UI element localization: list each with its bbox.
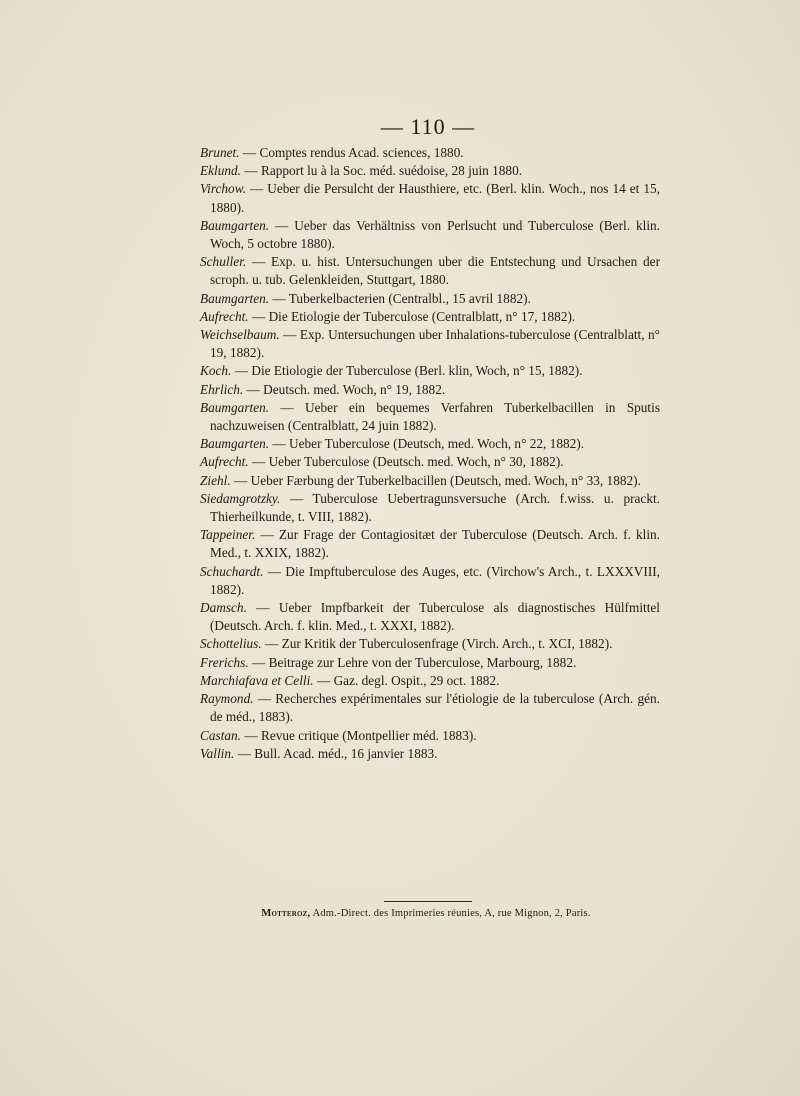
printer-imprint <box>26 908 800 919</box>
reference-author: Baumgarten. <box>200 399 270 415</box>
reference-author: Weichselbaum. <box>200 327 280 343</box>
reference-text: — Exp. Untersuchungen uber Inhalations-tuberculose (Centralblatt, n° 19, 1882). <box>210 327 661 361</box>
reference-text: — Die Etiologie der Tuberculose (Berl. klin, Woch, n° 15, 1882). <box>234 363 583 379</box>
reference-entry <box>200 399 660 435</box>
reference-author: Aufrecht. <box>200 308 249 324</box>
reference-entry <box>200 381 660 399</box>
reference-entry <box>200 672 660 690</box>
reference-text: — Recherches expérimentales sur l'étiologie de la tuberculose (Arch. gén. de méd., 1883). <box>210 691 661 725</box>
reference-entry <box>200 435 660 453</box>
reference-author: Brunet. <box>200 145 240 160</box>
reference-author: Eklund. <box>200 163 241 179</box>
reference-entry <box>200 453 660 471</box>
reference-text: — Ueber die Persulcht der Hausthiere, etc. (Berl. klin. Woch., nos 14 et 15, 1880). <box>210 181 660 215</box>
reference-author: Baumgarten. <box>200 290 270 306</box>
reference-author: Virchow. <box>200 181 246 197</box>
reference-author: Damsch. <box>200 600 247 616</box>
reference-entry <box>200 490 660 526</box>
reference-text: — Die Impftuberculose des Auges, etc. (Virchow's Arch., t. LXXXVIII, 1882). <box>210 563 661 597</box>
reference-entry <box>200 599 660 635</box>
reference-text: — Deutsch. med. Woch, n° 19, 1882. <box>246 381 446 397</box>
reference-author: Schottelius. <box>200 636 262 652</box>
reference-author: Schuller. <box>200 254 247 270</box>
reference-entry <box>200 472 660 490</box>
reference-text: — Ueber Tuberculose (Deutsch. med. Woch, n° 30, 1882). <box>251 454 564 470</box>
reference-entry <box>200 654 660 672</box>
reference-entry <box>200 690 660 726</box>
reference-author: Siedamgrotzky. <box>200 490 281 506</box>
reference-text: — Revue critique (Montpellier méd. 1883). <box>244 727 477 743</box>
reference-author: Ehrlich. <box>200 381 244 397</box>
reference-author: Baumgarten. <box>200 436 270 452</box>
reference-author: Raymond. <box>200 691 254 707</box>
reference-author: Castan. <box>200 727 242 743</box>
reference-author: Marchiafava et Celli. <box>200 672 314 688</box>
printer-name: Motteroz, <box>261 908 311 919</box>
page-number: — 110 — <box>380 114 476 139</box>
reference-text: — Tuberkelbacterien (Centralbl., 15 avril 1882). <box>272 290 531 306</box>
reference-text: — Exp. u. hist. Untersuchungen uber die Entstechung und Ursachen der scroph. u. tub. Gelenkleiden, Stuttgart, 1880. <box>210 254 660 288</box>
reference-text: — Gaz. degl. Ospit., 29 oct. 1882. <box>316 672 500 688</box>
reference-author: Koch. <box>200 363 232 379</box>
reference-text: — Ueber ein bequemes Verfahren Tuberkelbacillen in Sputis nachzuweisen (Centralblatt, 24 juin 1882). <box>210 399 660 434</box>
reference-text: — Zur Kritik der Tuberculosenfrage (Virch. Arch., t. XCI, 1882). <box>265 636 613 652</box>
reference-text: — Rapport lu à la Soc. méd. suédoise, 28 juin 1880. <box>244 163 523 179</box>
reference-author: Vallin. <box>200 745 235 761</box>
reference-text: — Zur Frage der Contagiositæt der Tuberculose (Deutsch. Arch. f. klin. Med., t. XXIX, 1882). <box>210 527 660 561</box>
reference-text: — Bull. Acad. méd., 16 janvier 1883. <box>237 745 438 761</box>
reference-entry <box>200 745 660 763</box>
imprint-divider <box>384 901 472 902</box>
reference-text: — Beitrage zur Lehre von der Tuberculose, Marbourg, 1882. <box>251 654 577 670</box>
reference-entry <box>200 326 660 362</box>
reference-author: Tappeiner. <box>200 527 256 543</box>
reference-text: — Ueber Tuberculose (Deutsch, med. Woch, n° 22, 1882). <box>272 436 585 452</box>
reference-text: — Comptes rendus Acad. sciences, 1880. <box>242 145 464 160</box>
reference-text: — Die Etiologie der Tuberculose (Centralblatt, n° 17, 1882). <box>251 308 576 324</box>
reference-author: Ziehl. <box>200 472 231 488</box>
reference-entry <box>200 217 660 253</box>
reference-author: Frerichs. <box>200 654 249 670</box>
reference-entry <box>200 635 660 653</box>
reference-entry <box>200 290 660 308</box>
reference-text: — Ueber Impfbarkeit der Tuberculose als diagnostisches Hülfmittel (Deutsch. Arch. f. klin. Med., t. XXXI, 1882). <box>210 600 660 634</box>
reference-entry <box>200 362 660 380</box>
reference-author: Aufrecht. <box>200 454 249 470</box>
reference-entry <box>200 162 660 180</box>
reference-entry <box>200 308 660 326</box>
reference-entry <box>200 144 660 162</box>
reference-author: Baumgarten. <box>200 217 270 233</box>
reference-entry <box>200 526 660 562</box>
reference-list <box>200 144 660 763</box>
printer-details: Adm.-Direct. des Imprimeries réunies, A, rue Mignon, 2, Paris. <box>312 908 591 919</box>
reference-entry <box>200 180 660 216</box>
reference-author: Schuchardt. <box>200 563 264 579</box>
reference-entry <box>200 563 660 599</box>
reference-text: — Ueber Færbung der Tuberkelbacillen (Deutsch, med. Woch, n° 33, 1882). <box>234 472 641 488</box>
reference-text: — Ueber das Verhältniss von Perlsucht und Tuberculose (Berl. klin. Woch, 5 octobre 1880). <box>210 217 660 252</box>
reference-entry <box>200 727 660 745</box>
reference-entry <box>200 253 660 289</box>
reference-text: — Tuberculose Uebertragunsversuche (Arch. f.wiss. u. prackt. Thierheilkunde, t. VIII, 1882). <box>210 490 660 525</box>
